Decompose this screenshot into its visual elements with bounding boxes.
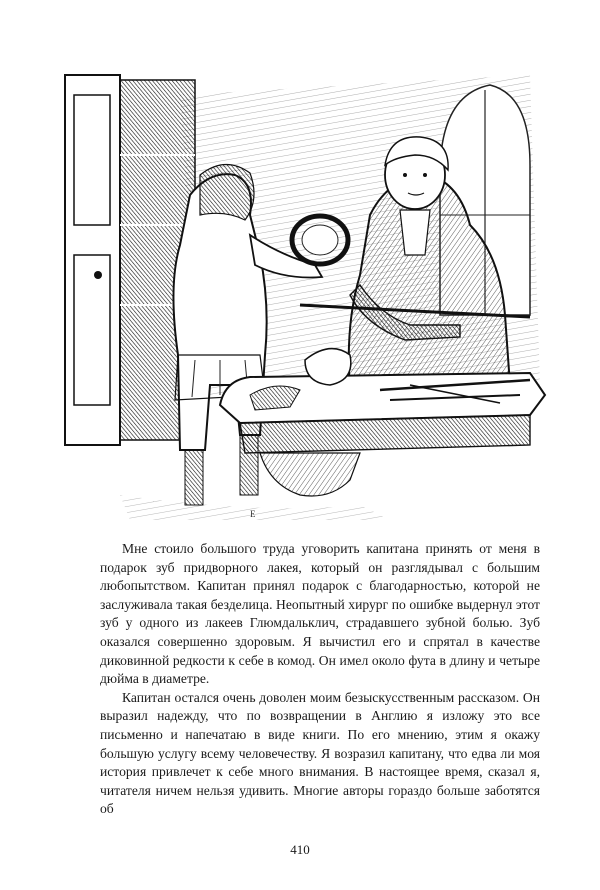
engraver-mark: E (250, 509, 256, 519)
engraving-drawing (60, 55, 550, 525)
page-number: 410 (290, 842, 310, 857)
body-text (100, 540, 540, 819)
figure-hair (200, 164, 254, 220)
captain-cravat (400, 210, 430, 255)
paragraph-1: Мне стоило большого труда уговорить капитана принять от меня в подарок зуб придворного лакея, который он разглядывал с большим любопытством. Капитан принял подарок с благодарностью, которой не заслуживала такая безделица. Неопытный хирург по ошибке выдернул этот зуб у одного из лакеев Глюмдальклич, страдавшего зубной болью. Зуб оказался совершенно здоровым. Я вычистил его и спрятал в качестве диковинной редкости к себе в комод. Он имел около фута в длину и четыре дюйма в диаметре. (100, 541, 540, 687)
engraving-illustration (60, 55, 550, 525)
paragraph-2: Капитан остался очень доволен моим безыскусственным рассказом. Он выразил надежду, что по возвращении в Англию я изложу это все письменно и напечатаю в виде книги. По его мнению, этим я окажу большую услугу всему человечеству. Я возразил капитану, что едва ли моя история привлечет к себе много внимания. В настоящее время, сказал я, читателя ничем нельзя удивить. Многие авторы гораздо больше заботятся об (100, 689, 540, 817)
table-leg (260, 453, 360, 496)
